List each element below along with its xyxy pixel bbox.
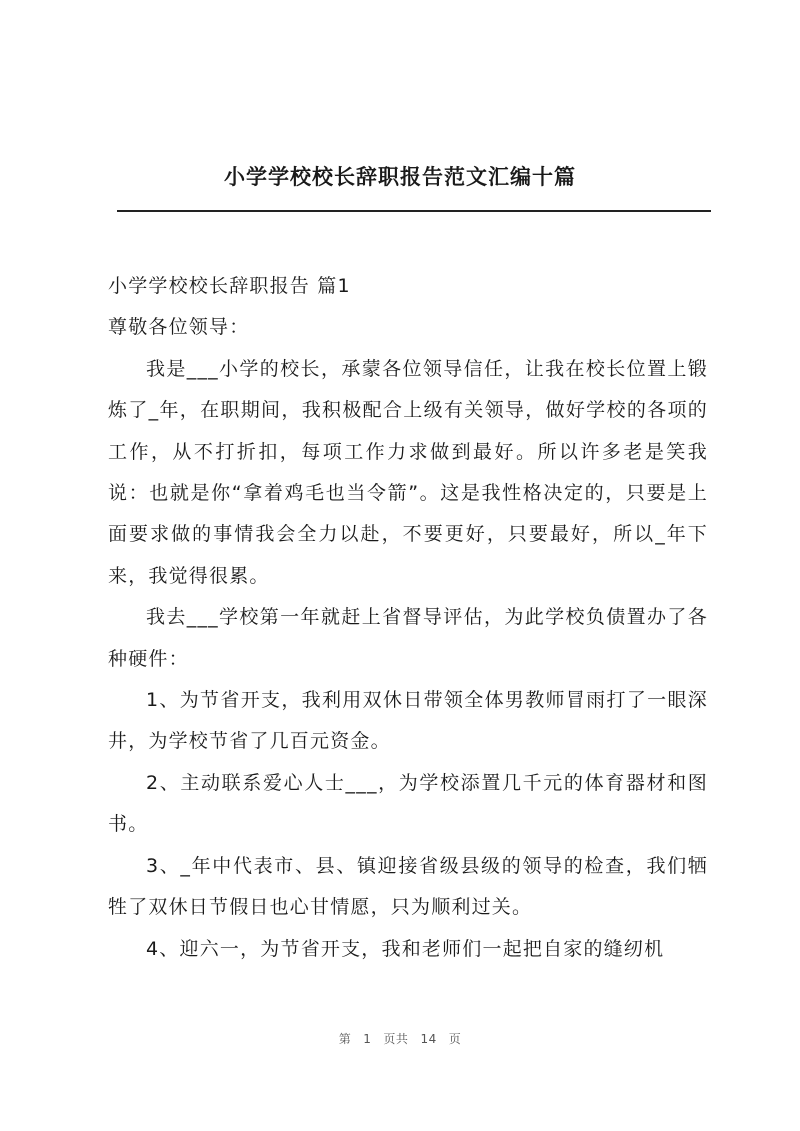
footer-middle: 页共 <box>383 1032 409 1046</box>
paragraph: 我是___小学的校长，承蒙各位领导信任，让我在校长位置上锻炼了_年，在职期间，我积极配合上级有关领导，做好学校的各项的工作，从不打折扣，每项工作力求做到最好。所以许多老是笑我说：也就是你“拿着鸡毛也当令箭”。这是我性格决定的，只要是上面要求做的事情我会全力以赴，不要更好，只要最好，所以_年下来，我觉得很累。 <box>108 357 708 587</box>
footer-suffix: 页 <box>448 1032 462 1046</box>
document-title: 小学学校校长辞职报告范文汇编十篇 <box>224 165 576 189</box>
salutation: 尊敬各位领导： <box>108 316 250 339</box>
paragraph: 我去___学校第一年就赶上省督导评估，为此学校负债置办了各种硬件： <box>108 606 708 670</box>
total-pages: 14 <box>420 1032 437 1046</box>
list-item: 1、为节省开支，我利用双休日带领全体男教师冒雨打了一眼深井，为学校节省了几百元资金。 <box>108 689 708 753</box>
title-divider <box>117 210 711 212</box>
list-item: 2、主动联系爱心人士___，为学校添置几千元的体育器材和图书。 <box>108 771 708 836</box>
list-item: 4、迎六一，为节省开支，我和老师们一起把自家的缝纫机 <box>146 937 665 960</box>
page-number: 1 <box>363 1032 372 1046</box>
document-body <box>108 266 708 970</box>
page-footer <box>0 1030 800 1047</box>
footer-prefix: 第 <box>338 1032 352 1046</box>
section-heading: 小学学校校长辞职报告 篇1 <box>108 275 351 297</box>
list-item: 3、_年中代表市、县、镇迎接省级县级的领导的检查，我们牺牲了双休日节假日也心甘情愿，只为顺利过关。 <box>108 854 708 919</box>
